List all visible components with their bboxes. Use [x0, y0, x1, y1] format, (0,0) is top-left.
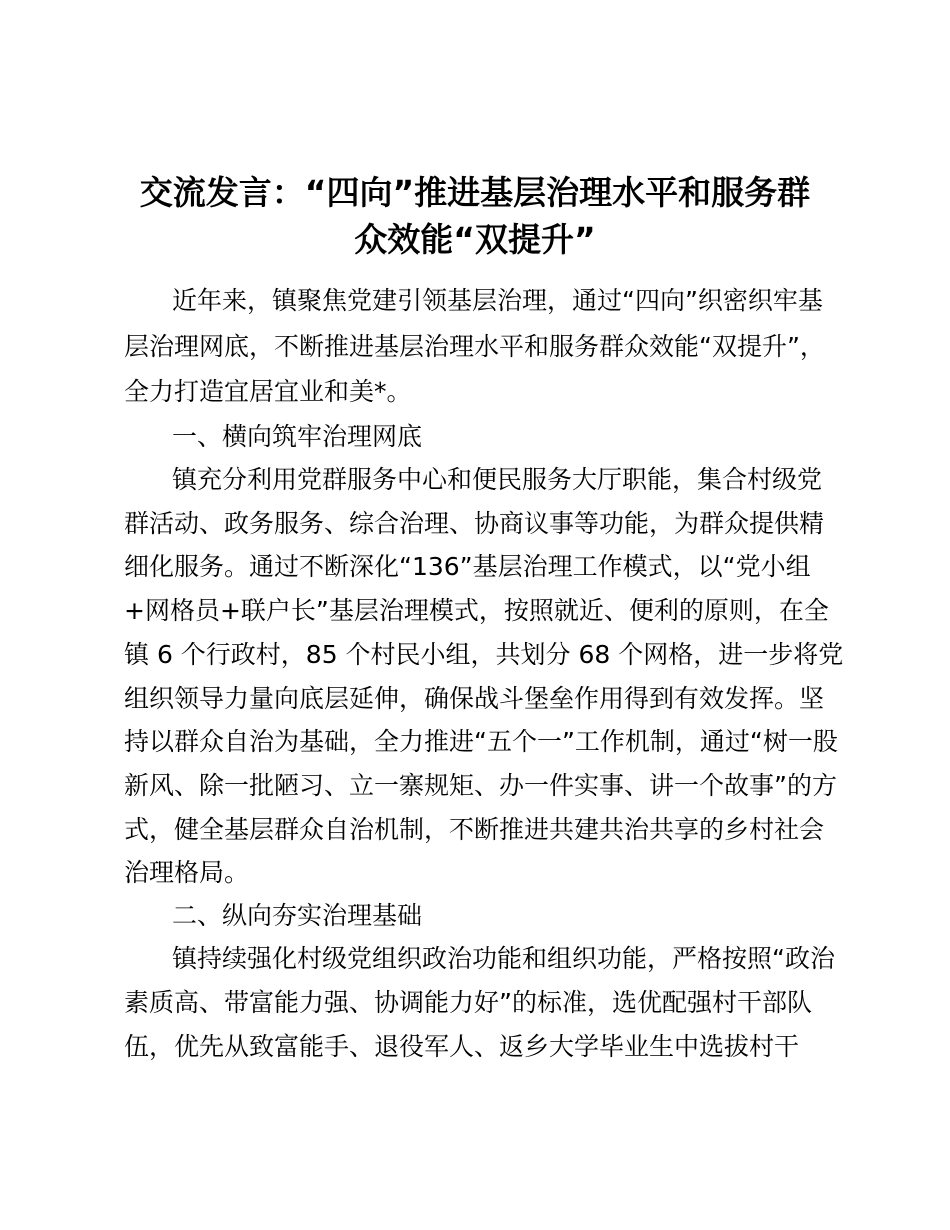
- paragraph-2-line-1: 镇充分利用党群服务中心和便民服务大厅职能，集合村级党: [172, 465, 823, 494]
- paragraph-3-line-2: 素质高、带富能力强、协调能力好”的标准，选优配强村干部队: [124, 988, 812, 1017]
- paragraph-2-line-6: 组织领导力量向底层延伸，确保战斗堡垒作用得到有效发挥。坚: [124, 684, 825, 713]
- document-title-line-1: 交流发言：“四向”推进基层治理水平和服务群: [139, 173, 811, 212]
- paragraph-3-line-1: 镇持续强化村级党组织政治功能和组织功能，严格按照“政治: [172, 944, 835, 973]
- paragraph-2-line-10: 治理格局。: [124, 858, 250, 887]
- paragraph-2-line-5: 镇 6 个行政村，85 个村民小组，共划分 68 个网格，进一步将党: [124, 640, 844, 669]
- paragraph-2-line-2: 群活动、政务服务、综合治理、协商议事等功能，为群众提供精: [124, 509, 825, 538]
- paragraph-2-line-8: 新风、除一批陋习、立一寨规矩、办一件实事、讲一个故事”的方: [124, 771, 837, 800]
- section-heading-1: 一、横向筑牢治理网底: [172, 422, 423, 451]
- paragraph-2-line-4: +网格员+联户长”基层治理模式，按照就近、便利的原则，在全: [124, 596, 829, 625]
- paragraph-3-line-3: 伍，优先从致富能手、退役军人、返乡大学毕业生中选拔村干: [124, 1032, 800, 1061]
- paragraph-2-line-3: 细化服务。通过不断深化“136”基层治理工作模式，以“党小组: [124, 552, 811, 581]
- paragraph-1-line-1: 近年来，镇聚焦党建引领基层治理，通过“四向”织密织牢基: [172, 286, 823, 315]
- paragraph-2-line-9: 式，健全基层群众自治机制，不断推进共建共治共享的乡村社会: [124, 815, 825, 844]
- section-heading-2: 二、纵向夯实治理基础: [172, 901, 423, 930]
- paragraph-1-line-2: 层治理网底，不断推进基层治理水平和服务群众效能“双提升”，: [124, 332, 825, 361]
- document-title-line-2: 众效能“双提升”: [354, 220, 596, 259]
- paragraph-2-line-7: 持以群众自治为基础，全力推进“五个一”工作机制，通过“树一股: [124, 727, 838, 756]
- paragraph-1-line-3: 全力打造宜居宜业和美*。: [124, 377, 412, 406]
